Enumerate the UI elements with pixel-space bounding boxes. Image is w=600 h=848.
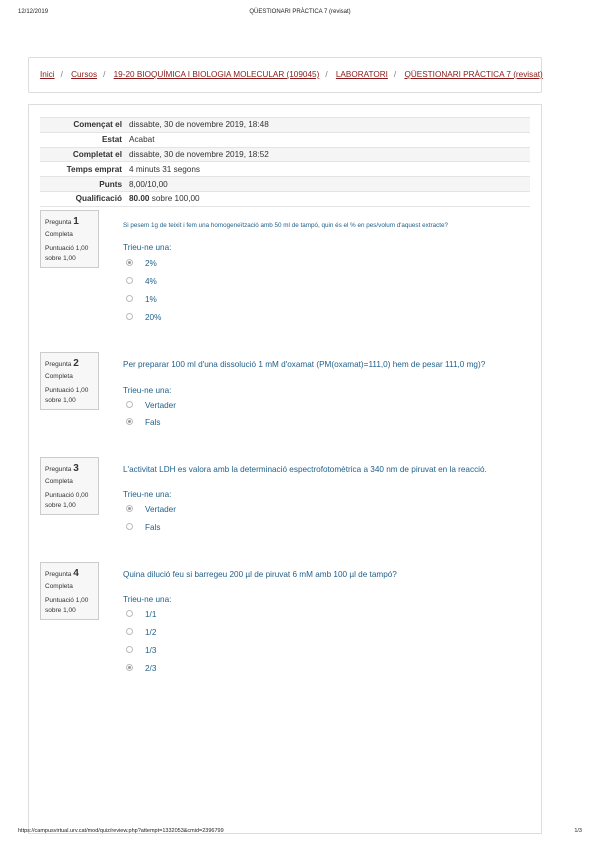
radio-icon[interactable] (126, 646, 133, 653)
question-label: Pregunta (45, 571, 72, 578)
question-state: Completa (45, 478, 73, 485)
summary-label: Punts (40, 177, 129, 192)
summary-value: dissabte, 30 de novembre 2019, 18:48 (129, 118, 530, 133)
summary-label: Completat el (40, 147, 129, 162)
answer-option[interactable] (126, 295, 157, 305)
print-header (18, 9, 582, 19)
answer-option[interactable] (126, 523, 160, 533)
radio-icon[interactable] (126, 523, 133, 530)
breadcrumb-courses[interactable]: Cursos (71, 70, 98, 79)
option-label: Fals (145, 418, 161, 427)
answer-prompt: Trieu-ne una: (123, 490, 172, 499)
grade-max: sobre 100,00 (151, 194, 200, 204)
radio-icon[interactable] (126, 628, 133, 635)
question-text-2: Per preparar 100 ml d'una dissolució 1 mM d'oxamat (PM(oxamat)=111,0) hem de pesar 111,0 mg)? (123, 360, 486, 369)
answer-option[interactable] (126, 259, 157, 269)
radio-icon[interactable] (126, 664, 133, 671)
question-label: Pregunta (45, 466, 72, 473)
question-state: Completa (45, 231, 73, 238)
attempt-summary-table (40, 117, 530, 207)
answer-option[interactable] (126, 505, 176, 515)
option-label: 1/3 (145, 646, 157, 655)
breadcrumb-section[interactable]: LABORATORI (335, 70, 388, 79)
print-url: https://campusvirtual.urv.cat/mod/quiz/review.php?attempt=1332053&cmid=2396799 (18, 828, 224, 834)
answer-option[interactable] (126, 664, 156, 674)
radio-icon[interactable] (126, 418, 133, 425)
question-grade: Puntuació 1,00 sobre 1,00 (45, 387, 89, 404)
question-grade: Puntuació 1,00 sobre 1,00 (45, 245, 89, 262)
answer-option[interactable] (126, 277, 157, 287)
summary-row (40, 177, 530, 192)
radio-icon[interactable] (126, 259, 133, 266)
option-label: Vertader (145, 401, 176, 410)
question-text-4: Quina dilució feu si barregeu 200 µl de piruvat 6 mM amb 100 µl de tampó? (123, 570, 397, 579)
breadcrumb-course[interactable]: 19-20 BIOQUÍMICA I BIOLOGIA MOLECULAR (109045) (113, 70, 320, 79)
breadcrumb-quiz[interactable]: QÜESTIONARI PRÀCTICA 7 (revisat) (404, 70, 543, 79)
radio-icon[interactable] (126, 277, 133, 284)
option-label: 1/1 (145, 610, 157, 619)
question-info-2 (40, 352, 99, 410)
question-label: Pregunta (45, 361, 72, 368)
option-label: Vertader (145, 505, 176, 514)
question-number: 3 (73, 463, 79, 474)
breadcrumb-separator: / (60, 70, 63, 79)
question-number: 4 (73, 568, 79, 579)
print-date: 12/12/2019 (18, 9, 49, 15)
question-number: 1 (73, 216, 79, 227)
radio-icon[interactable] (126, 505, 133, 512)
answer-option[interactable] (126, 313, 161, 323)
question-state: Completa (45, 373, 73, 380)
summary-value (129, 191, 530, 206)
question-text-3: L'activitat LDH es valora amb la determinació espectrofotomètrica a 340 nm de piruvat en la reacció. (123, 465, 487, 474)
question-text-1: Si pesem 1g de teixit i fem una homogeneïtzació amb 50 ml de tampó, quin és el % en pes/volum d'aquest extracte? (123, 222, 448, 229)
answer-option[interactable] (126, 610, 156, 620)
option-label: 20% (145, 313, 162, 322)
radio-icon[interactable] (126, 295, 133, 302)
summary-row (40, 162, 530, 177)
summary-label: Qualificació (40, 191, 129, 206)
breadcrumb-separator: / (393, 70, 397, 79)
summary-label: Temps emprat (40, 162, 129, 177)
question-info-3 (40, 457, 99, 515)
summary-row (40, 191, 530, 206)
answer-prompt: Trieu-ne una: (123, 386, 172, 395)
summary-value: 4 minuts 31 segons (129, 162, 530, 177)
summary-row (40, 132, 530, 147)
option-label: 2% (145, 259, 157, 268)
radio-icon[interactable] (126, 610, 133, 617)
question-label: Pregunta (45, 219, 72, 226)
print-title: QÜESTIONARI PRÀCTICA 7 (revisat) (249, 9, 351, 15)
answer-option[interactable] (126, 401, 176, 411)
answer-prompt: Trieu-ne una: (123, 595, 172, 604)
option-label: 1/2 (145, 628, 157, 637)
breadcrumb-home[interactable]: Inici (40, 70, 55, 79)
option-label: Fals (145, 523, 161, 532)
breadcrumb-separator: / (103, 70, 106, 79)
summary-value: 8,00/10,00 (129, 177, 530, 192)
answer-option[interactable] (126, 646, 156, 656)
print-page-number: 1/3 (574, 828, 582, 834)
grade-score: 80.00 (129, 194, 150, 204)
question-state: Completa (45, 583, 73, 590)
option-label: 1% (145, 295, 157, 304)
answer-option[interactable] (126, 418, 160, 428)
question-grade: Puntuació 0,00 sobre 1,00 (45, 492, 89, 509)
summary-label: Estat (40, 132, 129, 147)
option-label: 4% (145, 277, 157, 286)
question-grade: Puntuació 1,00 sobre 1,00 (45, 597, 89, 614)
radio-icon[interactable] (126, 313, 133, 320)
breadcrumb-separator: / (325, 70, 328, 79)
question-number: 2 (73, 358, 79, 369)
answer-prompt: Trieu-ne una: (123, 243, 172, 252)
breadcrumb (28, 57, 542, 93)
question-info-1 (40, 210, 99, 268)
summary-value: Acabat (129, 132, 530, 147)
summary-label: Començat el (40, 118, 129, 133)
option-label: 2/3 (145, 664, 157, 673)
radio-icon[interactable] (126, 401, 133, 408)
summary-row (40, 118, 530, 133)
answer-option[interactable] (126, 628, 156, 638)
summary-value: dissabte, 30 de novembre 2019, 18:52 (129, 147, 530, 162)
summary-row (40, 147, 530, 162)
print-footer (18, 828, 582, 838)
question-info-4 (40, 562, 99, 620)
